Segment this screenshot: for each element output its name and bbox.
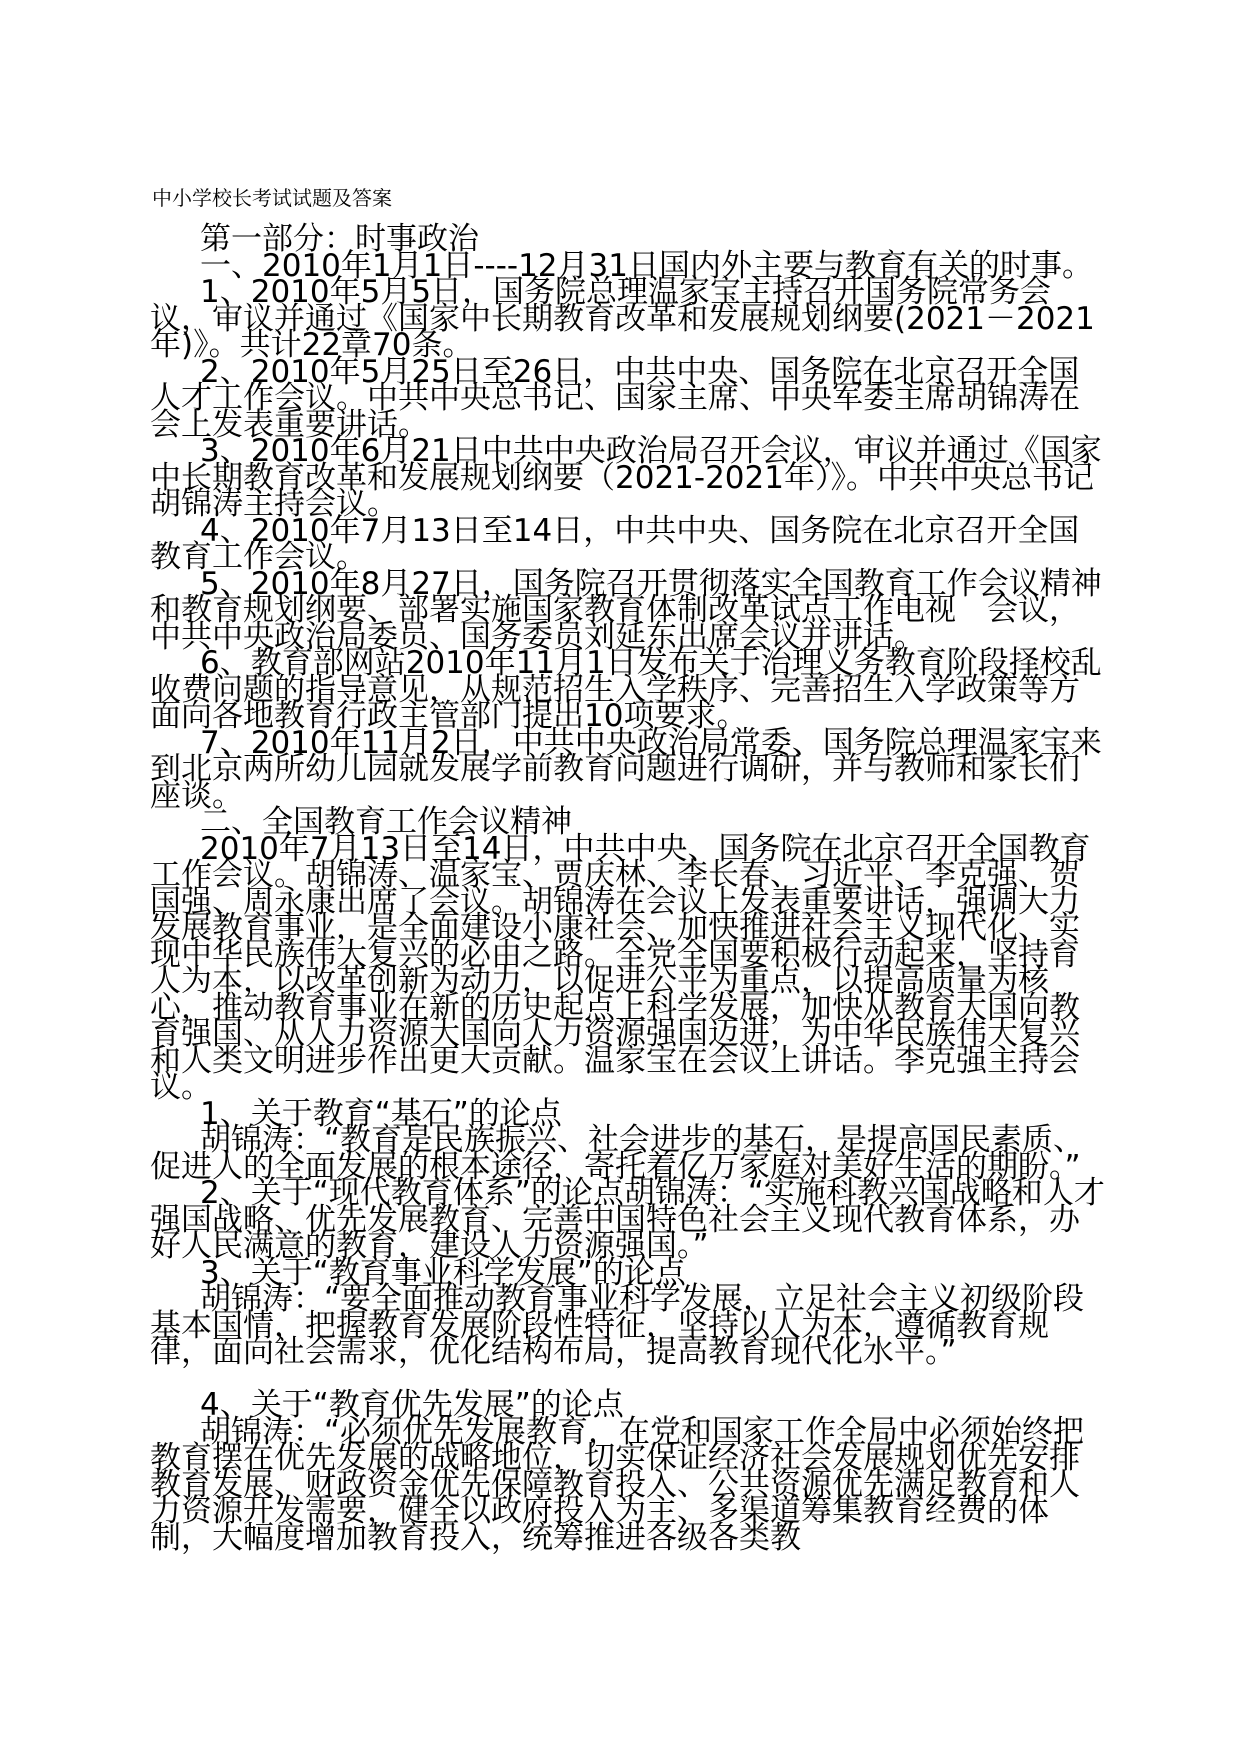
news-item: 5、2010年8月27日，国务院召开贯彻落实全国教育工作会议精神和教育规划纲要、部署实施国家教育体制改革试点工作电视 会议，中共中央政治局委员、国务委员刘延东出席会议并讲话。 bbox=[150, 565, 1102, 655]
document-body bbox=[150, 221, 1110, 1556]
news-item: 2、2010年5月25日至26日，中共中央、国务院在北京召开全国人才工作会议。中共中央总书记、国家主席、中央军委主席胡锦涛在会上发表重要讲话。 bbox=[150, 353, 1080, 443]
quote-paragraph: 胡锦涛：“教育是民族振兴、社会进步的基石，是提高国民素质、促进人的全面发展的根本途径，寄托着亿万家庭对美好生活的期盼。” bbox=[150, 1122, 1085, 1185]
news-item: 1、2010年5月5日，国务院总理温家宝主持召开国务院常务会议，审议并通过《国家中长期教育改革和发展规划纲要(2021－2021年)》。共计22章70条。 bbox=[150, 274, 1095, 363]
news-item: 4、2010年7月13日至14日，中共中央、国务院在北京召开全国教育工作会议。 bbox=[150, 512, 1080, 575]
body-paragraph: 2010年7月13日至14日，中共中央、国务院在北京召开全国教育工作会议。胡锦涛、温家宝、贾庆林、李长春、习近平、李克强、贺国强、周永康出席了会议。胡锦涛在会议上发表重要讲话，强调大力发展教育事业，是全面建设小康社会、加快推进社会主义现代化、实现中华民族伟大复兴的必由之路。全党全国要积极行动起来，坚持育人为本，以改革创新为动力，以促进公平为重点，以提高质量为核心，推动教育事业在新的历史起点上科学发展，加快从教育大国向教育强国、从人力资源大国向人力资源强国迈进，为中华民族伟大复兴和人类文明进步作出更大贡献。温家宝在会议上讲话。李克强主持会议。 bbox=[150, 830, 1091, 1105]
quote-paragraph: 胡锦涛：“必须优先发展教育，在党和国家工作全局中必须始终把教育摆在优先发展的战略地位，切实保证经济社会发展规划优先安排教育发展、财政资金优先保障教育投入、公共资源优先满足教育和人力资源开发需要，健全以政府投入为主、多渠道筹集教育经费的体制，大幅度增加教育投入，统筹推进各级各类教 bbox=[150, 1413, 1085, 1556]
section-heading: 第一部分：时事政治 bbox=[200, 221, 479, 257]
subsection-heading: 二、全国教育工作会议精神 bbox=[200, 804, 572, 840]
news-item: 6、教育部网站2010年11月1日发布关于治理义务教育阶段择校乱收费问题的指导意见，从规范招生入学秩序、完善招生入学政策等方面向各地教育行政主管部门提出10项要求。 bbox=[150, 645, 1102, 734]
news-item: 7、2010年11月2日，中共中央政治局常委、国务院总理温家宝来到北京两所幼儿园就发展学前教育问题进行调研，并与教师和家长们座谈。 bbox=[150, 724, 1102, 814]
point-heading: 4、关于“教育优先发展”的论点 bbox=[200, 1387, 624, 1423]
news-item: 3、2010年6月21日中共中央政治局召开会议，审议并通过《国家中长期教育改革和发展规划纲要（2021-2021年）》。中共中央总书记胡锦涛主持会议。 bbox=[150, 433, 1102, 522]
point-heading: 3、关于“教育事业科学发展”的论点 bbox=[200, 1254, 686, 1291]
subsection-heading: 一、2010年1月1日----12月31日国内外主要与教育有关的时事。 bbox=[200, 247, 1093, 284]
point-paragraph: 2、关于“现代教育体系”的论点胡锦涛：“实施科教兴国战略和人才强国战略、优先发展教育、完善中国特色社会主义现代教育体系，办好人民满意的教育，建设人力资源强国。” bbox=[150, 1175, 1105, 1264]
point-heading: 1、关于教育“基石”的论点 bbox=[200, 1095, 562, 1132]
document-title: 中小学校长考试试题及答案 bbox=[152, 186, 392, 210]
quote-paragraph: 胡锦涛：“要全面推动教育事业科学发展，立足社会主义初级阶段基本国情，把握教育发展阶段性特征，坚持以人为本，遵循教育规律，面向社会需求，优化结构布局，提高教育现代化水平。” bbox=[150, 1281, 1085, 1370]
